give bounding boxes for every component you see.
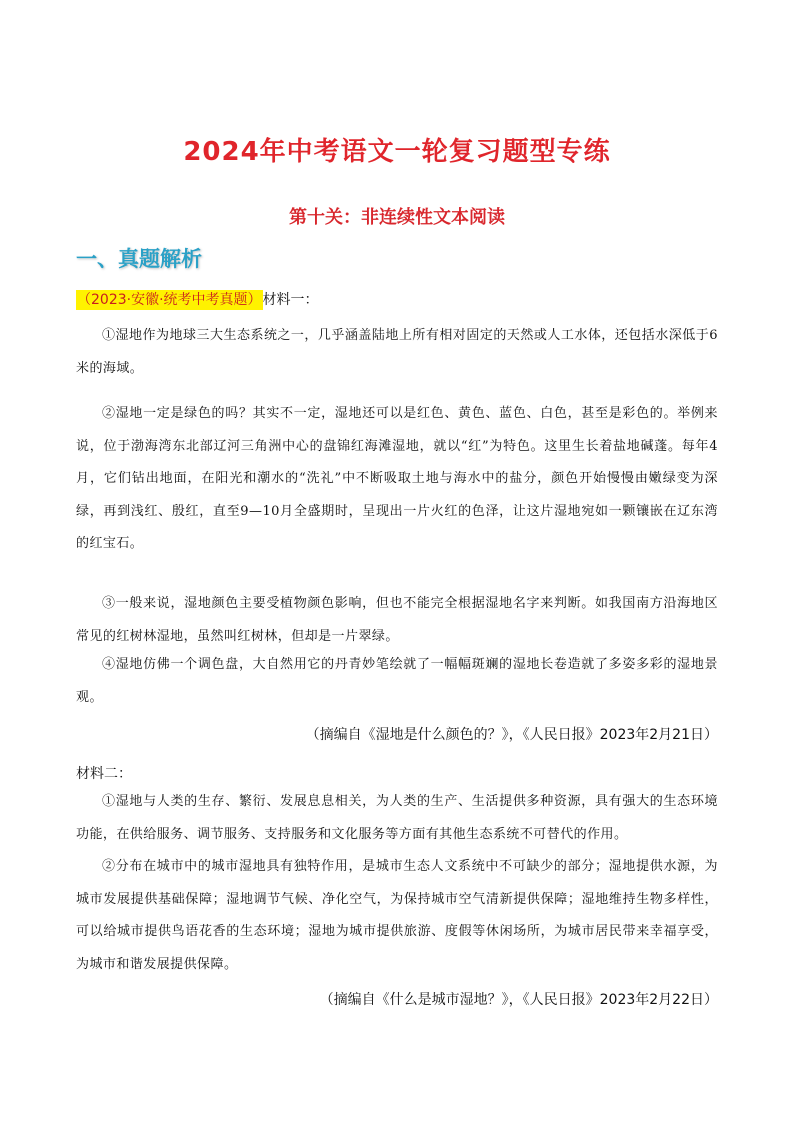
source-tag: （2023·安徽·统考中考真题） — [77, 292, 262, 308]
material-one-paragraph-3: ③一般来说，湿地颜色主要受植物颜色影响，但也不能完全根据湿地名字来判断。如我国南方沿海地区常见的红树林湿地，虽然叫红树林，但却是一片翠绿。 — [76, 596, 718, 644]
material-one-paragraph-4: ④湿地仿佛一个调色盘，大自然用它的丹青妙笔绘就了一幅幅斑斓的湿地长卷造就了多姿多彩的湿地景观。 — [76, 657, 718, 705]
source-line — [76, 289, 319, 309]
material-one-citation: （摘编自《湿地是什么颜色的？》，《人民日报》2023年2月21日） — [305, 727, 718, 743]
material-two-paragraph-2: ②分布在城市中的城市湿地具有独特作用，是城市生态人文系统中不可缺少的部分；湿地提供水源，为城市发展提供基础保障；湿地调节气候、净化空气，为保持城市空气清新提供保障；湿地维持生物多样性，可以给城市提供鸟语花香的生态环境；湿地为城市提供旅游、度假等休闲场所，为城市居民带来幸福享受，为城市和谐发展提供保障。 — [76, 859, 718, 972]
material-one-paragraph-1: ①湿地作为地球三大生态系统之一，几乎涵盖陆地上所有相对固定的天然或人工水体，还包括水深低于6米的海域。 — [76, 328, 718, 376]
document-title: 2024年中考语文一轮复习题型专练 — [183, 137, 611, 167]
material-one-paragraph-2: ②湿地一定是绿色的吗？其实不一定，湿地还可以是红色、黄色、蓝色、白色，甚至是彩色的。举例来说，位于渤海湾东北部辽河三角洲中心的盘锦红海滩湿地，就以“红”为特色。这里生长着盐地碱蓬。每年4月，它们钻出地面，在阳光和潮水的“洗礼”中不断吸取土地与海水中的盐分，颜色开始慢慢由嫩绿变为深绿，再到浅红、殷红，直至9—10月全盛期时，呈现出一片火红的色泽，让这片湿地宛如一颗镶嵌在辽东湾的红宝石。 — [76, 406, 718, 551]
material-two-paragraph-1: ①湿地与人类的生存、繁衍、发展息息相关，为人类的生产、生活提供多种资源，具有强大的生态环境功能，在供给服务、调节服务、支持服务和文化服务等方面有其他生态系统不可替代的作用。 — [76, 794, 718, 842]
material-one-label: 材料一： — [262, 292, 319, 308]
material-two-label: 材料二： — [76, 766, 132, 782]
document-subtitle: 第十关：非连续性文本阅读 — [289, 207, 505, 228]
material-two-citation: （摘编自《什么是城市湿地？》，《人民日报》2023年2月22日） — [319, 992, 718, 1008]
section-heading: 一、真题解析 — [76, 247, 202, 271]
